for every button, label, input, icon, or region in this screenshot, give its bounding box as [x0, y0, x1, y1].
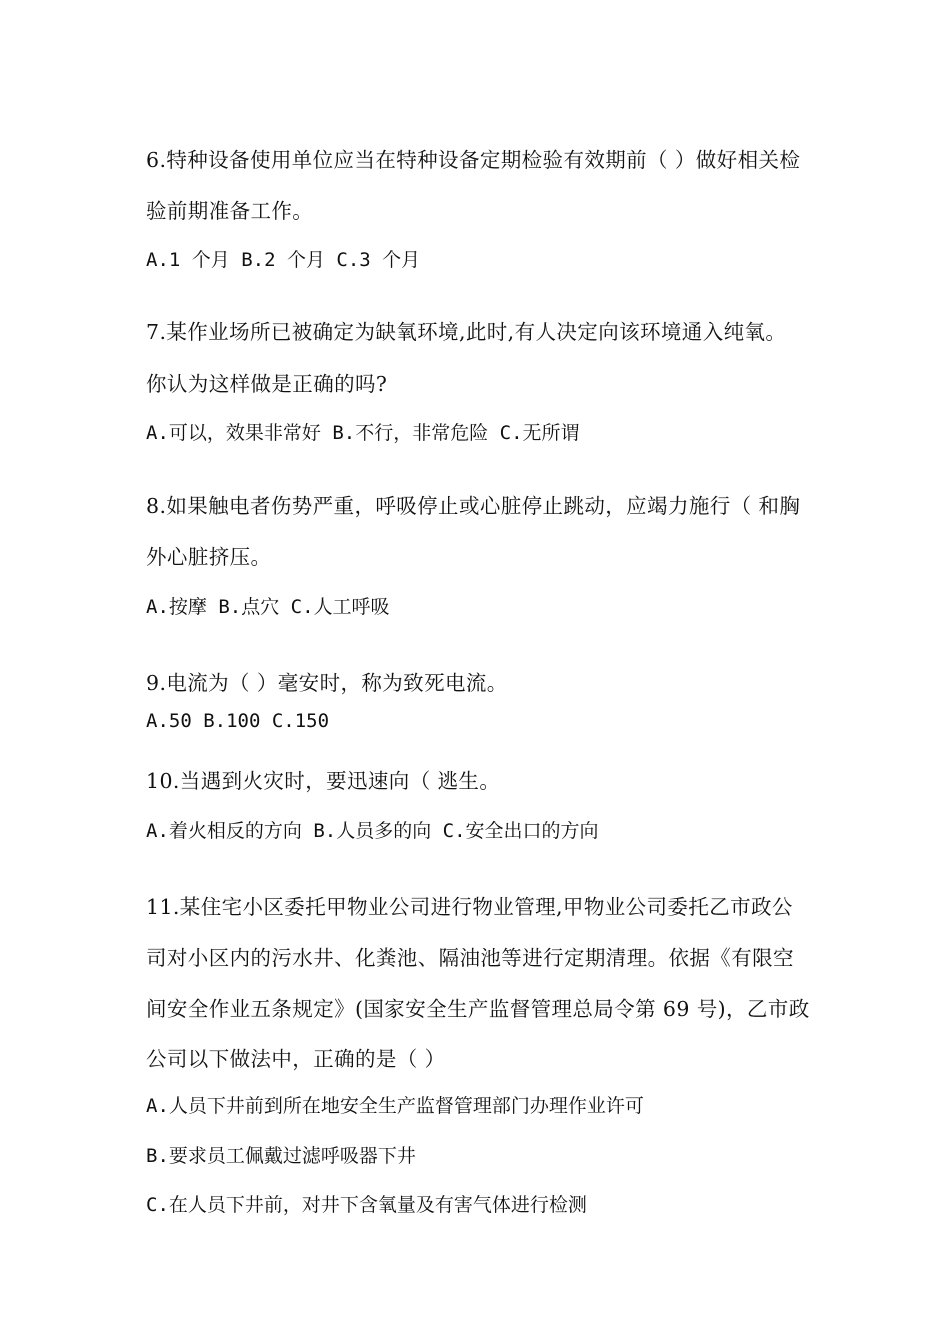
question-7-line-1: 7.某作业场所已被确定为缺氧环境,此时,有人决定向该环境通入纯氧。 [146, 320, 787, 344]
question-6-options: A.1 个月 B.2 个月 C.3 个月 [146, 249, 421, 271]
question-8-line-1: 8.如果触电者伤势严重，呼吸停止或心脏停止跳动，应竭力施行（ 和胸 [146, 494, 801, 518]
question-11-line-3: 间安全作业五条规定》(国家安全生产监督管理总局令第 69 号)，乙市政 [146, 997, 810, 1021]
question-7-options: A.可以，效果非常好 B.不行，非常危险 C.无所谓 [146, 422, 580, 444]
question-8-options: A.按摩 B.点穴 C.人工呼吸 [146, 596, 390, 618]
question-9-line-1: 9.电流为（ ）毫安时，称为致死电流。 [146, 671, 508, 695]
question-11-option-a: A.人员下井前到所在地安全生产监督管理部门办理作业许可 [146, 1095, 644, 1117]
question-6-line-2: 验前期准备工作。 [146, 199, 314, 223]
question-7-line-2: 你认为这样做是正确的吗? [146, 372, 388, 396]
question-11-option-c: C.在人员下井前，对井下含氧量及有害气体进行检测 [146, 1194, 587, 1216]
question-11-option-b: B.要求员工佩戴过滤呼吸器下井 [146, 1145, 416, 1167]
question-10-options: A.着火相反的方向 B.人员多的向 C.安全出口的方向 [146, 820, 599, 842]
question-6-line-1: 6.特种设备使用单位应当在特种设备定期检验有效期前（ ）做好相关检 [146, 148, 801, 172]
question-9-options: A.50 B.100 C.150 [146, 710, 330, 732]
question-8-line-2: 外心脏挤压。 [146, 545, 272, 569]
question-10-line-1: 10.当遇到火灾时，要迅速向（ 逃生。 [146, 769, 501, 793]
question-11-line-4: 公司以下做法中，正确的是（ ） [146, 1047, 446, 1071]
question-11-line-1: 11.某住宅小区委托甲物业公司进行物业管理,甲物业公司委托乙市政公 [146, 895, 793, 919]
question-11-line-2: 司对小区内的污水井、化粪池、隔油池等进行定期清理。依据《有限空 [146, 946, 794, 970]
